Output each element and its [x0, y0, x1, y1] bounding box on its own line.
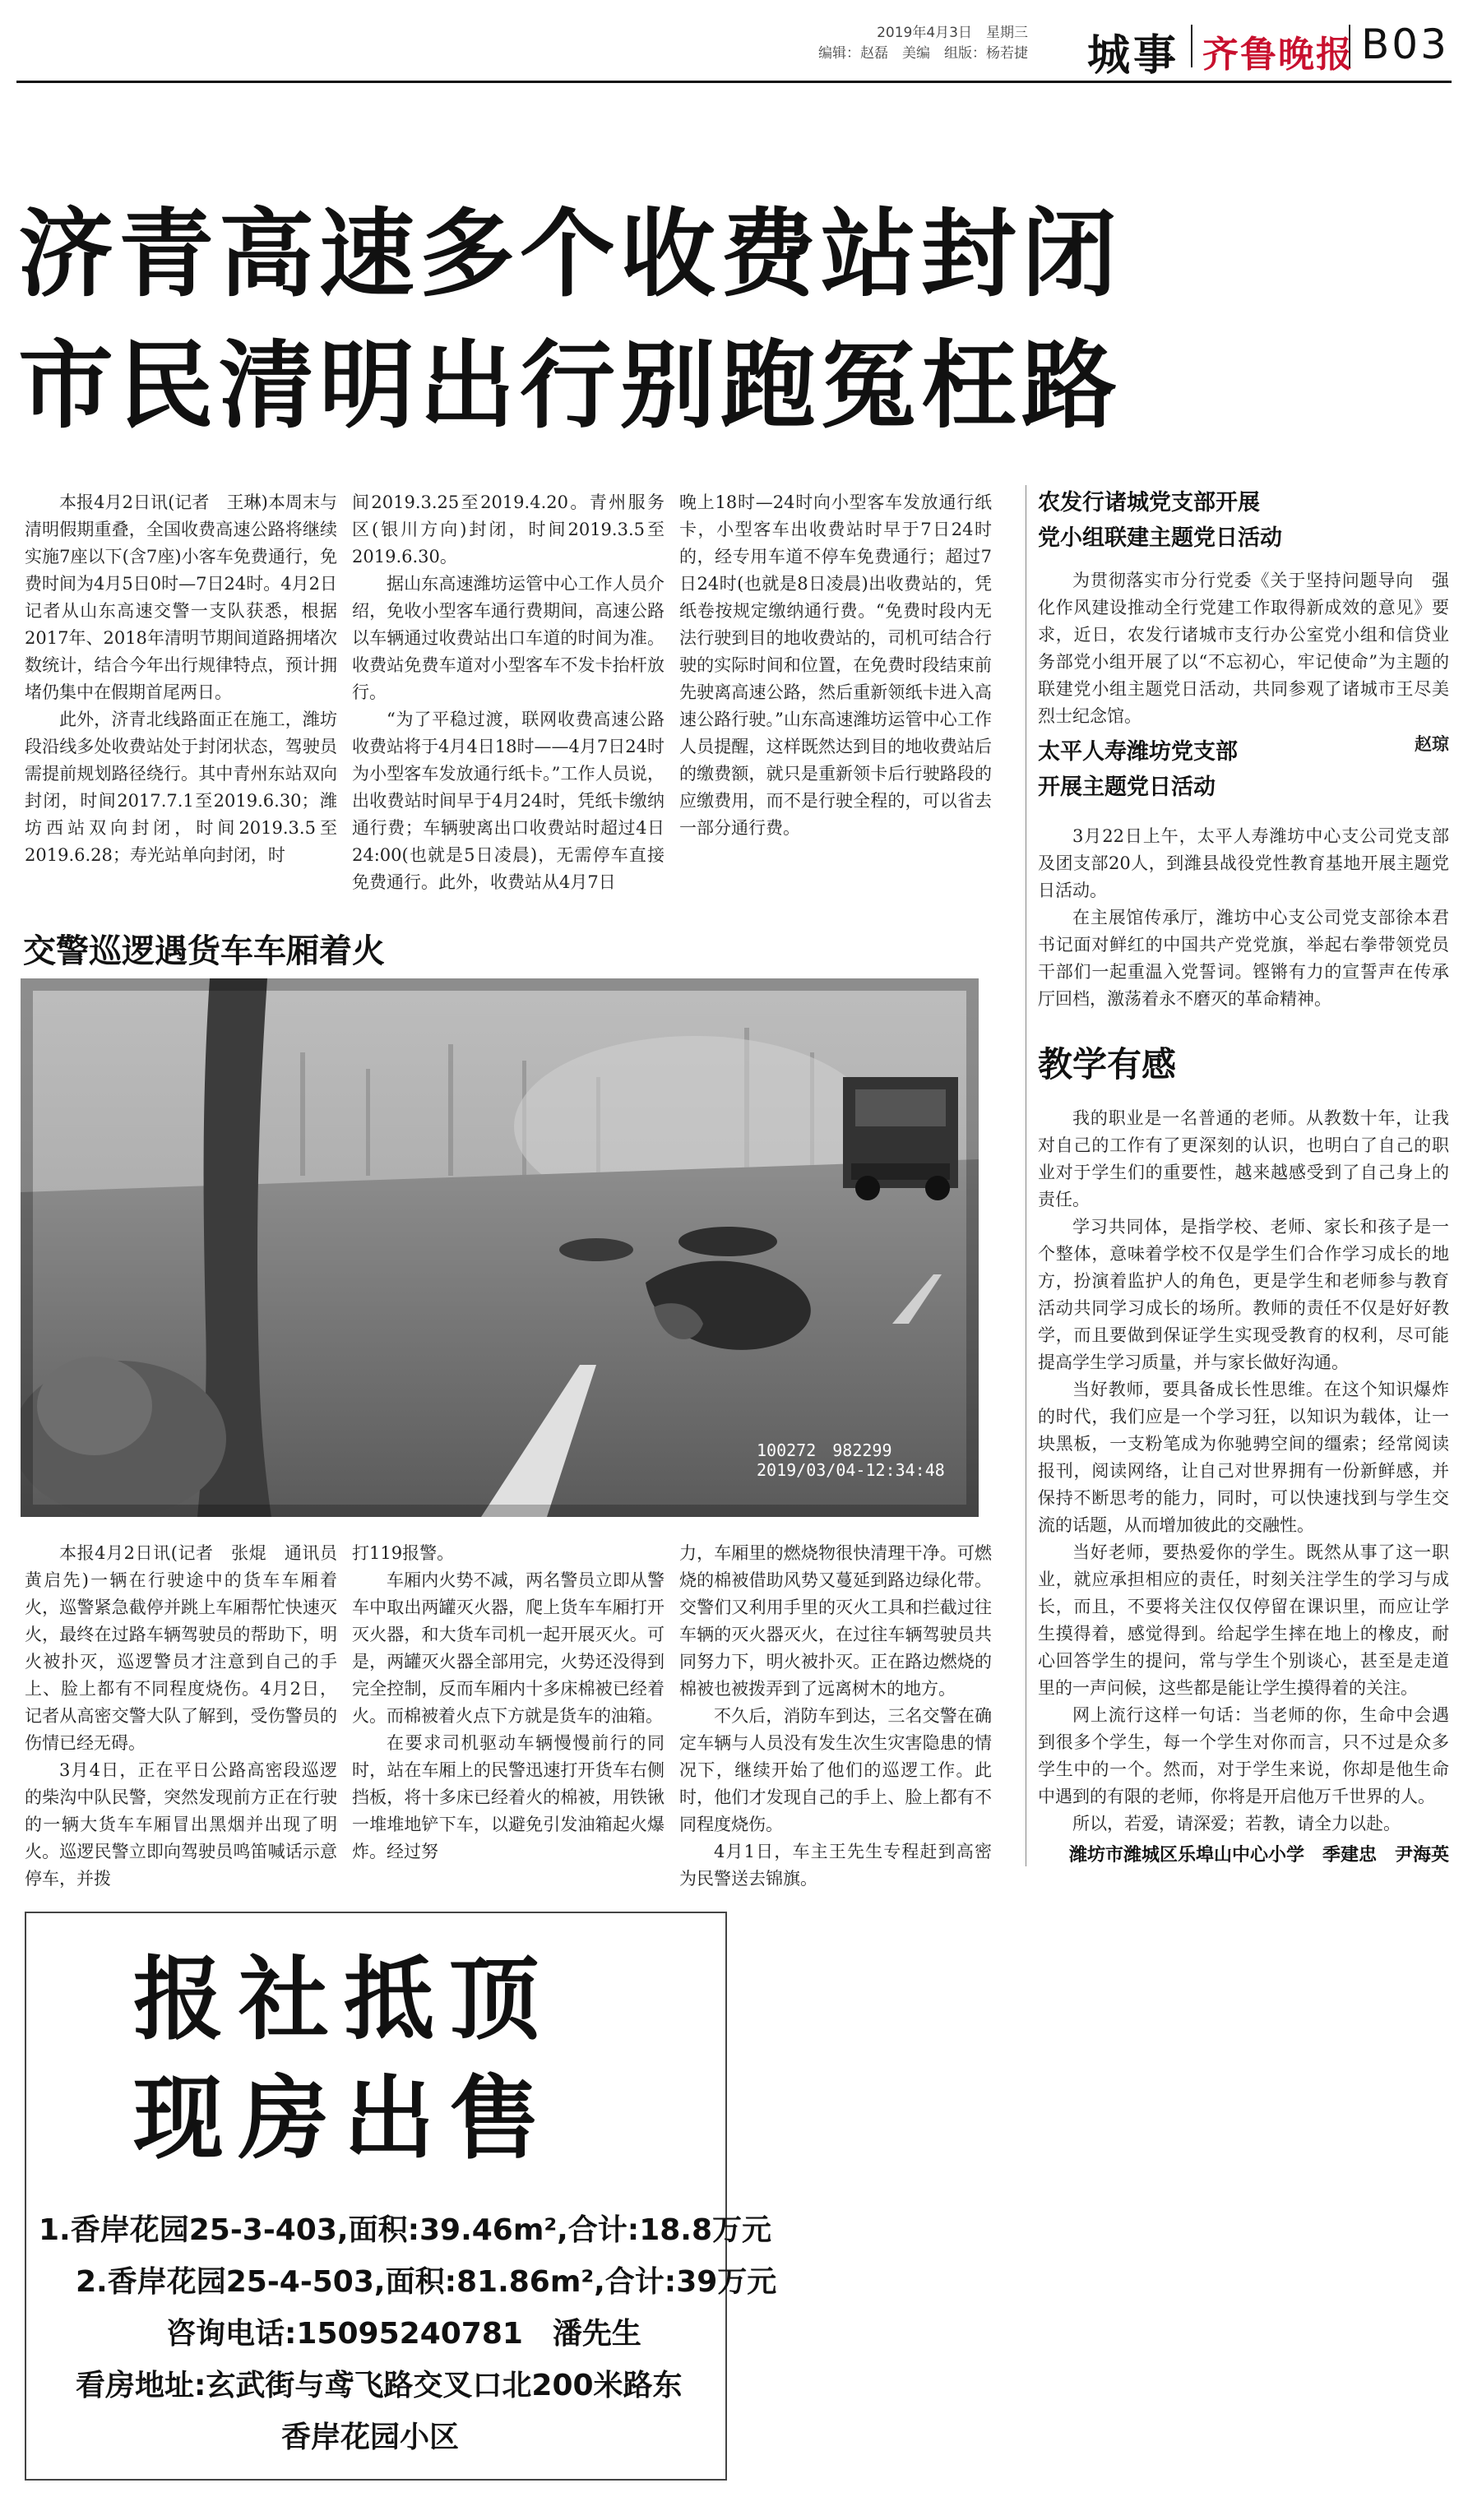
- ad-address: 看房地址:玄武街与鸢飞路交叉口北200米路东: [76, 2369, 683, 2402]
- paragraph: 不久后，消防车到达，三名交警在确定车辆与人员没有发生次生灾害隐患的情况下，继续开始了他们的巡逻工作。此时，他们才发现自己的手上、脸上都有不同程度烧伤。: [679, 1706, 992, 1834]
- story2-column-3: [679, 1540, 992, 1893]
- editor-credits: 编辑：赵磊 美编 组版：杨若捷: [818, 45, 1028, 62]
- story1-column-1: [25, 489, 337, 869]
- story1-column-2: [352, 489, 665, 896]
- article-title: 太平人寿潍坊党支部: [1038, 739, 1238, 765]
- ad-listing-1: 1.香岸花园25-3-403,面积:39.46m²,合计:18.8万元: [39, 2213, 772, 2247]
- article-title: 开展主题党日活动: [1038, 774, 1216, 800]
- paragraph: 当好教师，要具备成长性思维。在这个知识爆炸的时代，我们应是一个学习狂，以知识为载体，让一块黑板，一支粉笔成为你驰骋空间的缰索；经常阅读报刊，阅读网络，让自己对世界拥有一份新鲜感，并保持不断思考的能力，同时，可以快速找到与学生交流的话题，从而增加彼此的交融性。: [1038, 1380, 1449, 1535]
- news-photo: [21, 978, 979, 1517]
- article-body: [1038, 1105, 1449, 1838]
- page-number: B03: [1361, 21, 1449, 68]
- paragraph: 为贯彻落实市分行党委《关于坚持问题导向 强化作风建设推动全行党建工作取得新成效的意见》要求，近日，农发行诸城市支行办公室党小组和信贷业务部党小组开展了以“不忘初心，牢记使命”为主题的联建党小组主题党日活动，共同参观了诸城市王尽美烈士纪念馆。: [1038, 571, 1449, 726]
- paragraph: 在主展馆传承厅，潍坊中心支公司党支部徐本君书记面对鲜红的中国共产党党旗，举起右拳带领党员干部们一起重温入党誓词。铿锵有力的宣誓声在传承厅回档，激荡着永不磨灭的革命精神。: [1038, 908, 1449, 1009]
- ad-community: 香岸花园小区: [281, 2421, 460, 2454]
- camera-timestamp: [757, 1440, 945, 1480]
- real-estate-ad: [25, 1912, 777, 2481]
- paragraph: 学习共同体，是指学校、老师、家长和孩子是一个整体，意味着学校不仅是学生们合作学习成长的地方，扮演着监护人的角色，更是学生和老师参与教育活动共同学习成长的场所。教师的责任不仅是好好教学，而且要做到保证学生实现受教育的权利，尽可能提高学生学习质量，并与家长做好沟通。: [1038, 1217, 1449, 1372]
- story1-column-3: [679, 489, 992, 842]
- article-author: 赵琼: [1415, 733, 1449, 754]
- paragraph: 本报4月2日讯(记者 王琳)本周末与清明假期重叠，全国收费高速公路将继续实施7座以下(含7座)小客车免费通行，免费时间为4月5日0时—7日24时。4月2日记者从山东高速交警一支队获悉，根据2017年、2018年清明节期间道路拥堵次数统计，结合今年出行规律特点，预计拥堵仍集中在假期首尾两日。: [25, 492, 337, 702]
- article-title: 教学有感: [1038, 1044, 1177, 1084]
- paragraph: 我的职业是一名普通的老师。从教数十年，让我对自己的工作有了更深刻的认识，也明白了自己的职业对于学生们的重要性，越来越感受到了自己身上的责任。: [1038, 1108, 1449, 1209]
- paragraph: 所以，若爱，请深爱；若教，请全力以赴。: [1072, 1814, 1401, 1833]
- header-divider: [1349, 25, 1350, 67]
- paragraph: 力，车厢里的燃烧物很快清理干净。可燃烧的棉被借助风势又蔓延到路边绿化带。交警们又利用手里的灭火工具和拦截过往车辆的灭火器灭火，在过往车辆驾驶员共同努力下，明火被扑灭。正在路边燃烧的棉被也被拨弄到了远离树木的地方。: [679, 1543, 992, 1699]
- story2-headline: 交警巡逻遇货车车厢着火: [23, 932, 385, 970]
- camera-id: 100272 982299: [757, 1440, 892, 1460]
- ad-listing-2: 2.香岸花园25-4-503,面积:81.86m²,合计:39万元: [76, 2265, 777, 2299]
- sidebar-article-3: [1038, 1038, 1449, 1866]
- paragraph: 在要求司机驱动车辆慢慢前行的同时，站在车厢上的民警迅速打开货车右侧挡板，将十多床已经着火的棉被，用铁锹一堆堆地铲下车，以避免引发油箱起火爆炸。经过努: [352, 1733, 665, 1861]
- issue-date: 2019年4月3日 星期三: [877, 25, 1028, 41]
- paragraph: 当好老师，要热爱你的学生。既然从事了这一职业，就应承担相应的责任，时刻关注学生的学习与成长，而且，不要将关注仅仅停留在课识里，而应让学生摸得着，感觉得到。给起学生摔在地上的橡皮，耐心回答学生的提问，常与学生个别谈心，甚至是走道里的一声问候，这些都是能让学生摸得着的关注。: [1038, 1542, 1449, 1698]
- paragraph: 间2019.3.25至2019.4.20。青州服务区(银川方向)封闭，时间2019.3.5至2019.6.30。: [352, 492, 665, 566]
- section-name: 城事: [1087, 31, 1180, 81]
- news-photo-image: [21, 978, 979, 1517]
- paragraph: 网上流行这样一句话：当老师的你，生命中会遇到很多个学生，每一个学生对你而言，只不过是众多学生中的一个。然而，对于学生来说，你却是他生命中遇到的有限的老师，你将是开启他万千世界的人。: [1038, 1705, 1449, 1806]
- sidebar-article-2: [1038, 734, 1449, 1013]
- story2-column-2: [352, 1540, 665, 1866]
- paragraph: 本报4月2日讯(记者 张焜 通讯员 黄启先)一辆在行驶途中的货车车厢着火，巡警紧急截停并跳上车厢帮忙快速灭火，最终在过路车辆驾驶员的帮助下，明火被扑灭，巡逻警员才注意到自己的手上、脸上都有不同程度烧伤。4月2日，记者从高密交警大队了解到，受伤警员的伤情已经无碍。: [25, 1543, 354, 1753]
- article-author: 潍坊市潍城区乐埠山中心小学 季建忠 尹海英: [1068, 1845, 1449, 1866]
- newspaper-logo: 齐鲁晚报: [1202, 34, 1354, 76]
- paragraph: 打119报警。: [352, 1543, 455, 1563]
- paragraph: “为了平稳过渡，联网收费高速公路收费站将于4月4日18时——4月7日24时为小型客车发放通行纸卡。”工作人员说，出收费站时间早于4月24时，凭纸卡缴纳通行费；车辆驶离出口收费站时超过4日24:00(也就是5日凌晨)，无需停车直接免费通行。此外，收费站从4月7日: [352, 710, 665, 892]
- story2-column-1: [25, 1540, 354, 1893]
- paragraph: 据山东高速潍坊运管中心工作人员介绍，免收小型客车通行费期间，高速公路以车辆通过收费站出口车道的时间为准。收费站免费车道对小型客车不发卡抬杆放行。: [352, 574, 665, 702]
- paragraph: 3月22日上午，太平人寿潍坊中心支公司党支部及团支部20人，到潍县战役党性教育基地开展主题党日活动。: [1038, 826, 1449, 900]
- header-rule: [16, 81, 1452, 83]
- ad-title-line1: 报社抵顶: [133, 1947, 554, 2052]
- ad-title-line2: 现房出售: [133, 2066, 554, 2171]
- header-divider: [1191, 25, 1192, 67]
- page-header-meta: [757, 23, 1028, 64]
- main-headline-line2: 市民清明出行别跑冤枉路: [18, 331, 1122, 442]
- ad-phone: 咨询电话:15095240781 潘先生: [166, 2317, 641, 2351]
- article-body: [1038, 823, 1449, 1013]
- paragraph: 4月1日，车主王先生专程赶到高密为民警送去锦旗。: [679, 1842, 992, 1889]
- article-body: [1038, 567, 1449, 730]
- article-title: 农发行诸城党支部开展: [1038, 490, 1260, 516]
- paragraph: 晚上18时—24时向小型客车发放通行纸卡，小型客车出收费站时早于7日24时的，经专用车道不停车免费通行；超过7日24时(也就是8日凌晨)出收费站的，凭纸卷按规定缴纳通行费。“免费时段内无法行驶到目的地收费站的，司机可结合行驶的实际时间和位置，在免费时段结束前先驶离高速公路，然后重新领纸卡进入高速公路行驶。”山东高速潍坊运管中心工作人员提醒，这样既然达到目的地收费站后的缴费额，就只是重新领卡后行驶路段的应缴费用，而不是行驶全程的，可以省去一部分通行费。: [679, 492, 992, 838]
- paragraph: 3月4日，正在平日公路高密段巡逻的柴沟中队民警，突然发现前方正在行驶的一辆大货车车厢冒出黑烟并出现了明火。巡逻民警立即向驾驶员鸣笛喊话示意停车，并拨: [25, 1760, 337, 1889]
- camera-datetime: 2019/03/04-12:34:48: [757, 1460, 945, 1480]
- main-headline-line1: 济青高速多个收费站封闭: [18, 199, 1122, 310]
- article-title: 党小组联建主题党日活动: [1038, 525, 1282, 551]
- paragraph: 此外，济青北线路面正在施工，潍坊段沿线多处收费站处于封闭状态，驾驶员需提前规划路径绕行。其中青州东站双向封闭，时间2017.7.1至2019.6.30；潍坊西站双向封闭，时间2019.3.5至2019.6.28；寿光站单向封闭，时: [25, 710, 337, 865]
- paragraph: 车厢内火势不减，两名警员立即从警车中取出两罐灭火器，爬上货车车厢打开灭火器，和大货车司机一起开展灭火。可是，两罐灭火器全部用完，火势还没得到完全控制，反而车厢内十多床棉被已经着火。而棉被着火点下方就是货车的油箱。: [352, 1570, 665, 1726]
- sidebar-article-1: [1038, 485, 1449, 757]
